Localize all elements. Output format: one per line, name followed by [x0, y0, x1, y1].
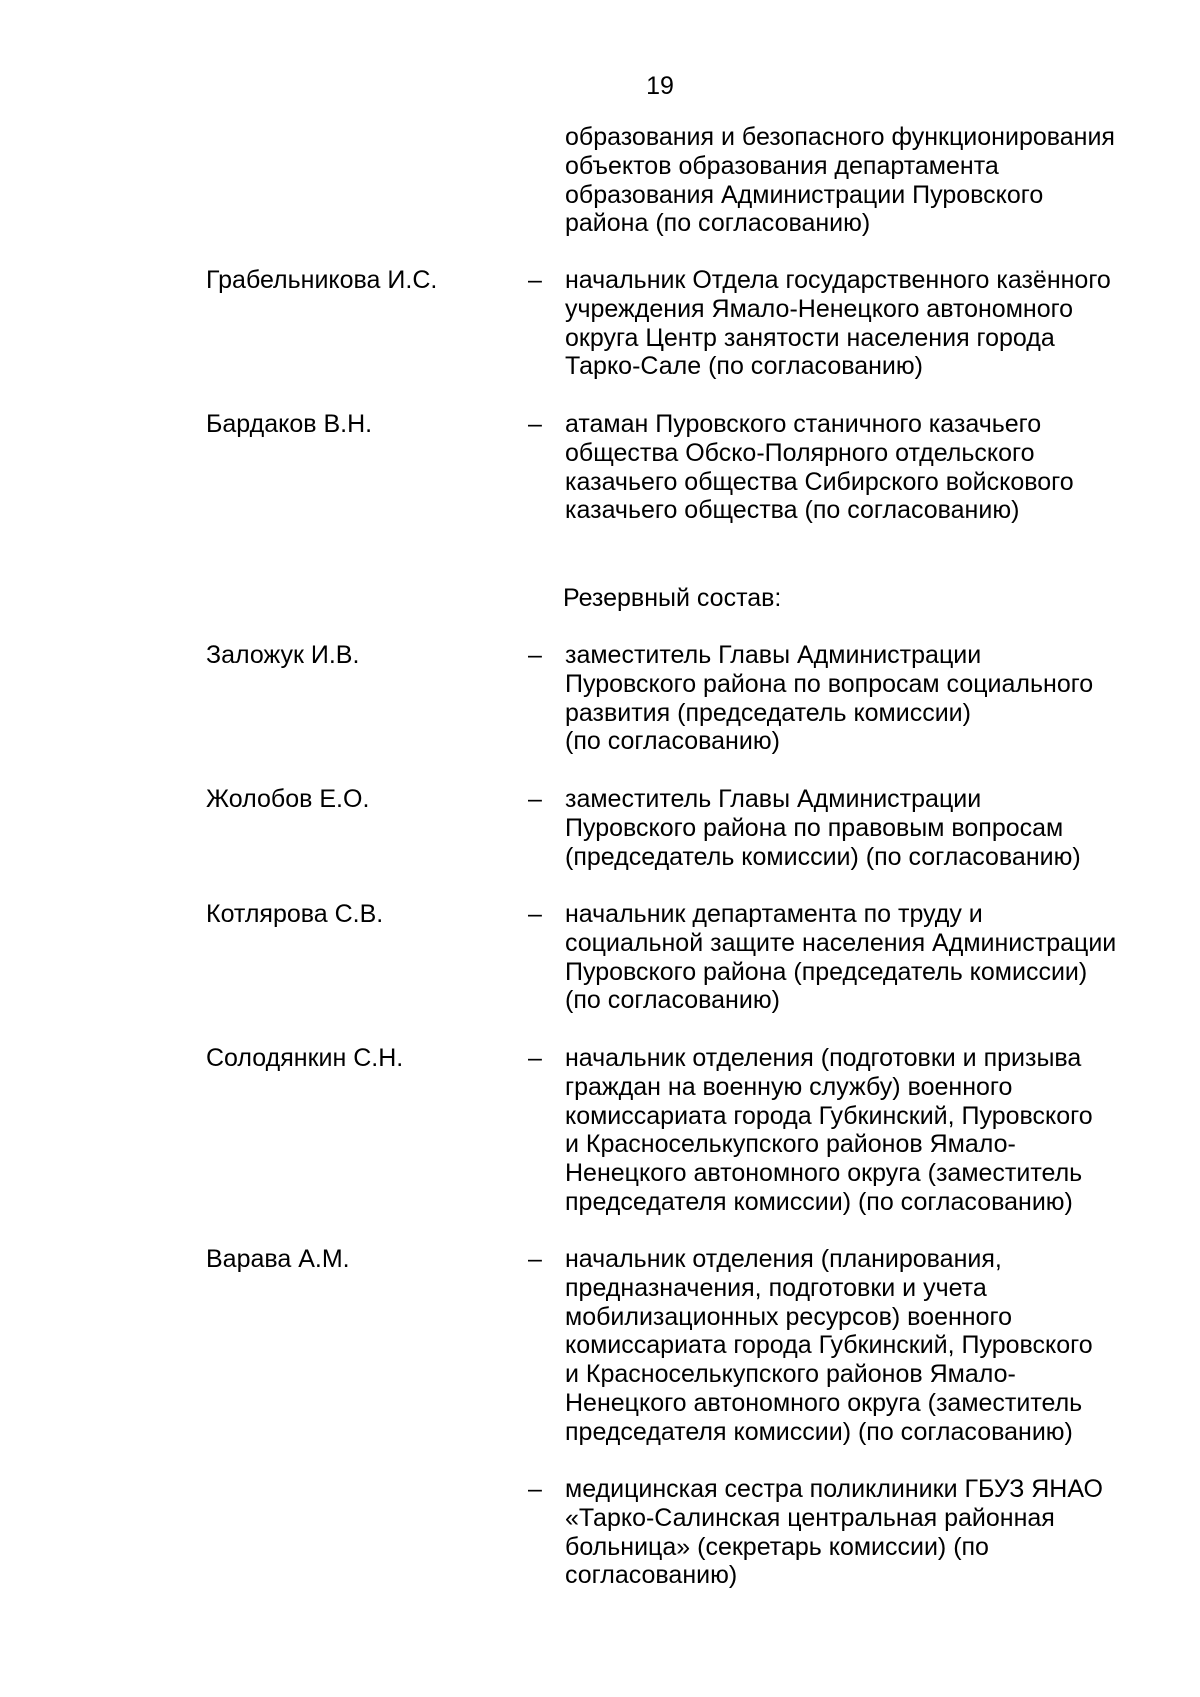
- description-line: Пуровского района (председатель комиссии): [565, 957, 1088, 986]
- description-line: больница» (секретарь комиссии) (по: [565, 1532, 989, 1561]
- member-description: [565, 1044, 1165, 1217]
- continuation-line: объектов образования департамента: [565, 151, 999, 180]
- continuation-line: образования и безопасного функционирования: [565, 123, 1115, 151]
- description-line: Тарко-Сале (по согласованию): [565, 352, 923, 381]
- member-name: Грабельникова И.С.: [206, 266, 438, 294]
- member-dash: –: [528, 900, 542, 928]
- member-dash: –: [528, 785, 542, 813]
- reserve-heading: Резервный состав:: [563, 584, 782, 612]
- member-name: Солодянкин С.Н.: [206, 1044, 404, 1072]
- member-description: [565, 1475, 1165, 1590]
- description-line: атаман Пуровского станичного казачьего: [565, 410, 1042, 438]
- description-line: предназначения, подготовки и учета: [565, 1273, 987, 1302]
- member-description: [565, 1245, 1165, 1447]
- description-line: начальник департамента по труду и: [565, 900, 983, 928]
- description-line: (по согласованию): [565, 986, 780, 1015]
- description-line: Ненецкого автономного округа (заместитель: [565, 1159, 1083, 1188]
- description-line: и Красноселькупского районов Ямало-: [565, 1360, 1016, 1389]
- member-dash: –: [528, 266, 542, 294]
- continuation-line: образования Администрации Пуровского: [565, 180, 1044, 209]
- member-description: [565, 785, 1165, 871]
- description-line: общества Обско-Полярного отдельского: [565, 438, 1035, 467]
- continuation-text: [565, 123, 1165, 238]
- description-line: медицинская сестра поликлиники ГБУЗ ЯНАО: [565, 1475, 1103, 1503]
- description-line: развития (председатель комиссии): [565, 698, 971, 727]
- description-line: председателя комиссии) (по согласованию): [565, 1187, 1073, 1216]
- description-line: учреждения Ямало-Ненецкого автономного: [565, 294, 1074, 323]
- description-line: начальник Отдела государственного казённого: [565, 266, 1111, 294]
- member-name: Заложук И.В.: [206, 641, 360, 669]
- description-line: начальник отделения (планирования,: [565, 1245, 1002, 1273]
- member-description: [565, 641, 1165, 756]
- description-line: заместитель Главы Администрации: [565, 641, 982, 669]
- description-line: согласованию): [565, 1561, 738, 1590]
- description-line: Ненецкого автономного округа (заместитель: [565, 1388, 1083, 1417]
- member-description: [565, 410, 1165, 525]
- member-description: [565, 266, 1165, 381]
- member-description: [565, 900, 1165, 1015]
- description-line: председателя комиссии) (по согласованию): [565, 1417, 1073, 1446]
- member-dash: –: [528, 641, 542, 669]
- member-name: Бардаков В.Н.: [206, 410, 373, 438]
- page-number: 19: [646, 72, 674, 100]
- description-line: казачьего общества Сибирского войскового: [565, 467, 1074, 496]
- member-dash: –: [528, 1475, 542, 1503]
- member-dash: –: [528, 410, 542, 438]
- member-name: Варава А.М.: [206, 1245, 350, 1273]
- description-line: округа Центр занятости населения города: [565, 323, 1055, 352]
- member-dash: –: [528, 1245, 542, 1273]
- description-line: (председатель комиссии) (по согласованию): [565, 842, 1081, 871]
- description-line: социальной защите населения Администрации: [565, 928, 1117, 957]
- description-line: комиссариата города Губкинский, Пуровского: [565, 1331, 1093, 1360]
- description-line: комиссариата города Губкинский, Пуровского: [565, 1101, 1093, 1130]
- description-line: граждан на военную службу) военного: [565, 1072, 1013, 1101]
- description-line: Пуровского района по вопросам социального: [565, 669, 1094, 698]
- description-line: Пуровского района по правовым вопросам: [565, 813, 1064, 842]
- description-line: мобилизационных ресурсов) военного: [565, 1302, 1012, 1331]
- description-line: начальник отделения (подготовки и призыва: [565, 1044, 1082, 1072]
- description-line: казачьего общества (по согласованию): [565, 496, 1020, 525]
- description-line: заместитель Главы Администрации: [565, 785, 982, 813]
- member-name: Котлярова С.В.: [206, 900, 384, 928]
- member-name: Жолобов Е.О.: [206, 785, 370, 813]
- member-dash: –: [528, 1044, 542, 1072]
- continuation-line: района (по согласованию): [565, 209, 871, 238]
- description-line: и Красноселькупского районов Ямало-: [565, 1130, 1016, 1159]
- description-line: (по согласованию): [565, 727, 780, 756]
- description-line: «Тарко-Салинская центральная районная: [565, 1503, 1055, 1532]
